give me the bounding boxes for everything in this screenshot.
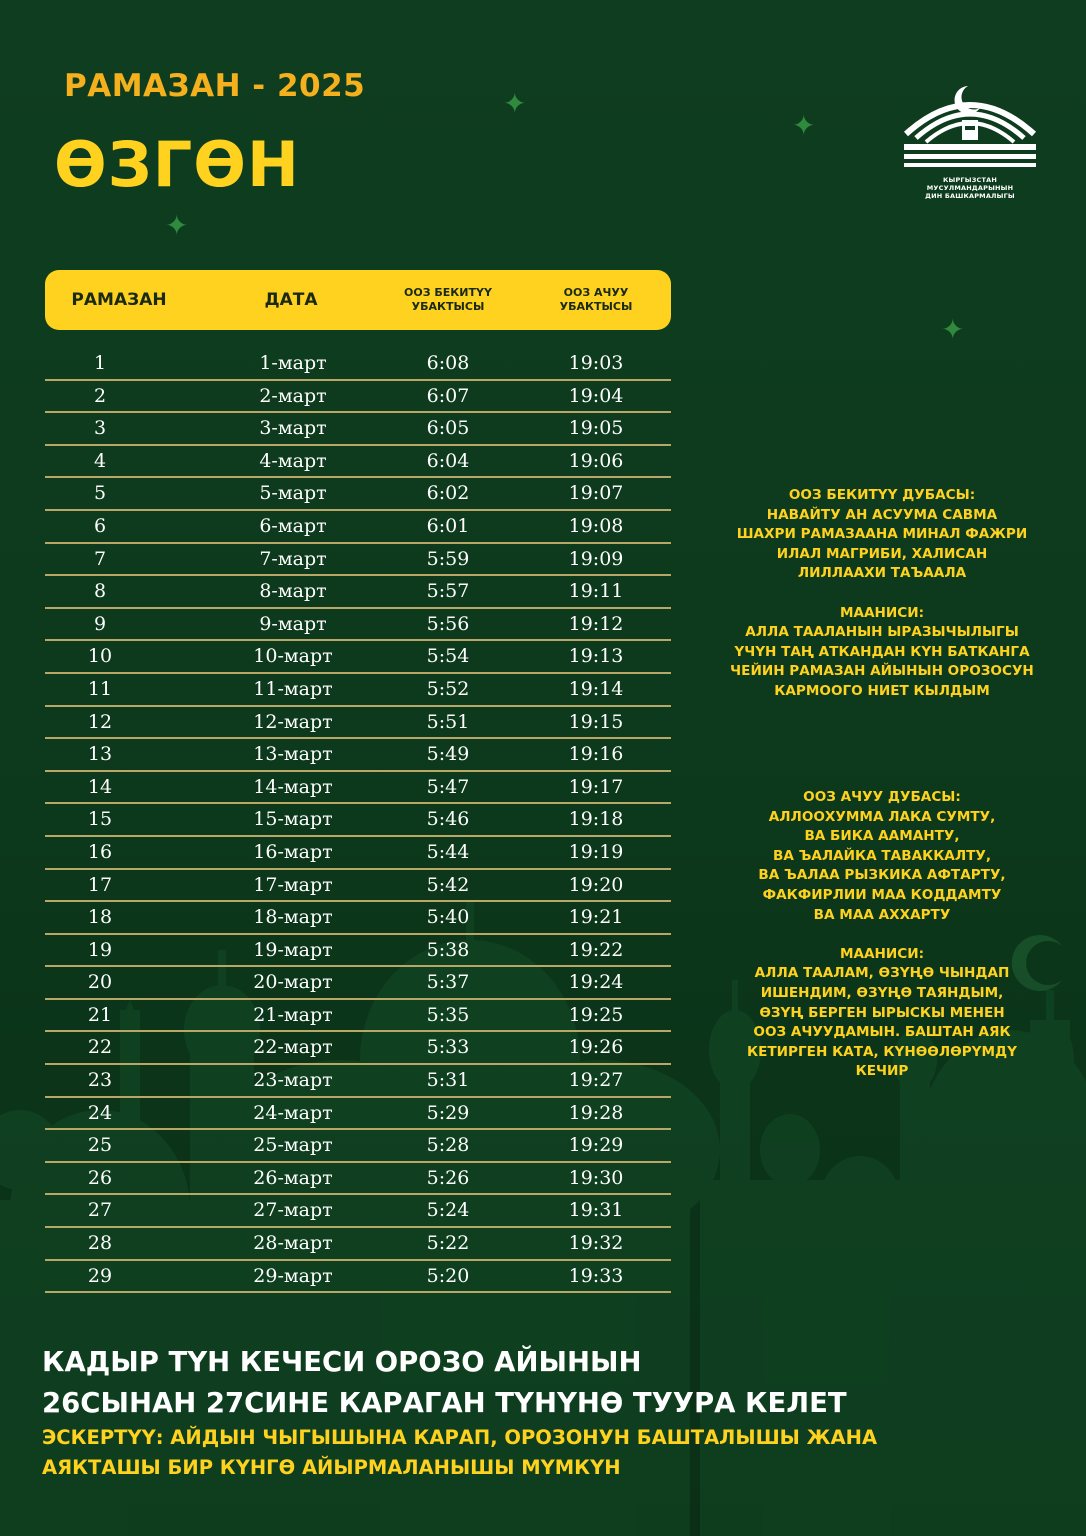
table-row xyxy=(45,641,671,674)
iftar-time-cell: 19:15 xyxy=(568,710,624,733)
suhoor-time-cell: 5:22 xyxy=(426,1232,470,1255)
dua-line: ШАХРИ РАМАЗААНА МИНАЛ ФАЖРИ xyxy=(736,526,1028,543)
dua-line: ИЛАЛ МАГРИБИ, ХАЛИСАН xyxy=(776,545,988,562)
dua-line: КЕТИРГЕН КАТА, КҮНӨӨЛӨРҮМДҮ xyxy=(747,1043,1017,1060)
dua-line: ӨЗҮҢ БЕРГЕН ЫРЫСКЫ МЕНЕН xyxy=(759,1004,1005,1021)
column-header-date: ДАТА xyxy=(264,290,318,310)
iftar-time-cell: 19:12 xyxy=(568,612,624,635)
iftar-dua xyxy=(722,788,1042,1082)
date-cell: 5-март xyxy=(259,482,327,505)
iftar-time-cell: 19:29 xyxy=(568,1134,624,1157)
ramadan-day-cell: 26 xyxy=(87,1166,113,1189)
iftar-time-cell: 19:13 xyxy=(568,645,624,668)
table-row xyxy=(45,967,671,1000)
schedule-table xyxy=(45,348,671,1293)
dua-spacer xyxy=(722,925,1042,945)
iftar-time-cell: 19:07 xyxy=(568,482,624,505)
sparkle-icon: ✦ xyxy=(792,109,816,142)
suhoor-time-cell: 6:02 xyxy=(426,482,470,505)
date-cell: 24-март xyxy=(253,1101,333,1124)
iftar-time-cell: 19:03 xyxy=(568,352,624,374)
column-header-iftar: ООЗ АЧУУ УБАКТЫСЫ xyxy=(559,286,633,313)
dua-line: ВА МАА АХХАРТУ xyxy=(813,906,951,923)
table-row xyxy=(45,1000,671,1033)
ramadan-day-cell: 3 xyxy=(93,417,107,440)
suhoor-time-cell: 5:46 xyxy=(426,808,470,831)
table-row xyxy=(45,707,671,740)
date-cell: 3-март xyxy=(259,417,327,440)
date-cell: 4-март xyxy=(259,449,327,472)
table-row xyxy=(45,348,671,381)
suhoor-time-cell: 5:47 xyxy=(426,775,470,798)
logo-caption: КЫРГЫЗСТАН МУСУЛМАНДАРЫНЫН ДИН БАШКАРМАЛЫГЫ xyxy=(925,176,1015,200)
date-cell: 18-март xyxy=(253,906,333,929)
ramadan-day-cell: 11 xyxy=(87,677,113,700)
ramadan-day-cell: 24 xyxy=(87,1101,113,1124)
dua-line: КАРМООГО НИЕТ КЫЛДЫМ xyxy=(774,682,990,699)
suhoor-time-cell: 5:31 xyxy=(426,1069,470,1092)
date-cell: 6-март xyxy=(259,514,327,537)
suhoor-time-cell: 5:33 xyxy=(426,1036,470,1059)
date-cell: 13-март xyxy=(253,743,333,766)
dua-line: ООЗ АЧУУДАМЫН. БАШТАН АЯК xyxy=(753,1024,1011,1041)
table-row xyxy=(45,478,671,511)
iftar-time-cell: 19:31 xyxy=(568,1199,624,1222)
iftar-time-cell: 19:30 xyxy=(568,1166,624,1189)
sparkle-icon: ✦ xyxy=(503,87,527,120)
date-cell: 15-март xyxy=(253,808,333,831)
suhoor-time-cell: 5:54 xyxy=(426,645,470,668)
ramadan-day-cell: 9 xyxy=(93,612,107,635)
mosque-logo-icon xyxy=(900,84,1040,170)
date-cell: 9-март xyxy=(259,612,327,635)
year-title: РАМАЗАН - 2025 xyxy=(64,68,366,104)
dua-line: КЕЧИР xyxy=(855,1063,909,1080)
sparkle-icon: ✦ xyxy=(165,209,189,242)
table-row xyxy=(45,870,671,903)
table-row xyxy=(45,837,671,870)
table-row xyxy=(45,511,671,544)
table-row xyxy=(45,1163,671,1196)
suhoor-time-cell: 5:42 xyxy=(426,873,470,896)
date-cell: 27-март xyxy=(253,1199,333,1222)
suhoor-time-cell: 5:40 xyxy=(426,906,470,929)
ramadan-day-cell: 7 xyxy=(93,547,107,570)
date-cell: 25-март xyxy=(253,1134,333,1157)
table-row xyxy=(45,446,671,479)
table-header xyxy=(45,270,671,330)
dua-line: ВА ЪАЛАЙКА ТАВАККАЛТУ, xyxy=(772,847,992,864)
ramadan-day-cell: 27 xyxy=(87,1199,113,1222)
dua-line: ЧЕЙИН РАМАЗАН АЙЫНЫН ОРОЗОСУН xyxy=(730,663,1034,680)
suhoor-time-cell: 5:51 xyxy=(426,710,470,733)
suhoor-time-cell: 5:57 xyxy=(426,580,470,603)
date-cell: 20-март xyxy=(253,971,333,994)
iftar-time-cell: 19:21 xyxy=(568,906,624,929)
table-row xyxy=(45,576,671,609)
table-row xyxy=(45,772,671,805)
ramadan-day-cell: 19 xyxy=(87,938,113,961)
ramadan-day-cell: 20 xyxy=(87,971,113,994)
suhoor-time-cell: 5:35 xyxy=(426,1003,470,1026)
table-row xyxy=(45,1098,671,1131)
ramadan-day-cell: 23 xyxy=(87,1069,113,1092)
table-row xyxy=(45,609,671,642)
iftar-time-cell: 19:18 xyxy=(568,808,624,831)
ramadan-day-cell: 29 xyxy=(87,1264,113,1287)
suhoor-time-cell: 5:59 xyxy=(426,547,470,570)
ramadan-day-cell: 18 xyxy=(87,906,113,929)
ramadan-day-cell: 22 xyxy=(87,1036,113,1059)
date-cell: 10-март xyxy=(253,645,333,668)
date-cell: 29-март xyxy=(253,1264,333,1287)
suhoor-time-cell: 5:44 xyxy=(426,840,470,863)
suhoor-time-cell: 6:01 xyxy=(426,514,470,537)
table-row xyxy=(45,674,671,707)
iftar-time-cell: 19:26 xyxy=(568,1036,624,1059)
dua-line: АЛЛООХУММА ЛАКА СУМТУ, xyxy=(768,808,996,825)
column-header-ramadan: РАМАЗАН xyxy=(71,290,167,310)
date-cell: 22-март xyxy=(253,1036,333,1059)
iftar-time-cell: 19:17 xyxy=(568,775,624,798)
iftar-time-cell: 19:20 xyxy=(568,873,624,896)
suhoor-time-cell: 6:04 xyxy=(426,449,470,472)
suhoor-time-cell: 5:38 xyxy=(426,938,470,961)
ramadan-day-cell: 4 xyxy=(93,449,107,472)
date-cell: 16-март xyxy=(253,840,333,863)
iftar-time-cell: 19:25 xyxy=(568,1003,624,1026)
ramadan-day-cell: 8 xyxy=(93,580,107,603)
date-cell: 21-март xyxy=(253,1003,333,1026)
organization-logo xyxy=(900,84,1040,200)
column-header-suhoor: ООЗ БЕКИТҮҮ УБАКТЫСЫ xyxy=(404,286,492,313)
dua-line: АЛЛА ТААЛАНЫН ЫРАЗЫЧЫЛЫГЫ xyxy=(745,624,1019,641)
laylat-al-qadr-note: КАДЫР ТҮН КЕЧЕСИ ОРОЗО АЙЫНЫН 26СЫНАН 27СИНЕ КАРАГАН ТҮНҮНӨ ТУУРА КЕЛЕТ xyxy=(42,1346,847,1419)
table-row xyxy=(45,1032,671,1065)
iftar-time-cell: 19:16 xyxy=(568,743,624,766)
date-cell: 12-март xyxy=(253,710,333,733)
dua-line: АЛЛА ТААЛАМ, ӨЗҮҢӨ ЧЫНДАП xyxy=(754,965,1010,982)
dua-line: МААНИСИ: xyxy=(839,945,925,962)
ramadan-day-cell: 15 xyxy=(87,808,113,831)
table-row xyxy=(45,544,671,577)
iftar-time-cell: 19:11 xyxy=(568,580,624,603)
table-row xyxy=(45,902,671,935)
suhoor-time-cell: 6:07 xyxy=(426,384,470,407)
dua-line: ВА БИКА ААМАНТУ, xyxy=(804,828,960,845)
table-row xyxy=(45,1261,671,1294)
ramadan-day-cell: 5 xyxy=(93,482,107,505)
suhoor-time-cell: 5:20 xyxy=(426,1264,470,1287)
dua-line: ҮЧҮН ТАҢ АТКАНДАН КҮН БАТКАНГА xyxy=(734,643,1030,660)
ramadan-day-cell: 12 xyxy=(87,710,113,733)
ramadan-day-cell: 1 xyxy=(93,352,107,374)
dua-line: ООЗ БЕКИТҮҮ ДУБАСЫ: xyxy=(788,487,976,503)
dua-line: ФАКФИРЛИИ МАА КОДДАМТУ xyxy=(762,886,1002,903)
iftar-time-cell: 19:04 xyxy=(568,384,624,407)
iftar-time-cell: 19:19 xyxy=(568,840,624,863)
table-row xyxy=(45,381,671,414)
date-cell: 28-март xyxy=(253,1232,333,1255)
suhoor-time-cell: 5:37 xyxy=(426,971,470,994)
table-row xyxy=(45,804,671,837)
date-cell: 2-март xyxy=(259,384,327,407)
iftar-time-cell: 19:06 xyxy=(568,449,624,472)
moon-sighting-warning: ЭСКЕРТҮҮ: АЙДЫН ЧЫГЫШЫНА КАРАП, ОРОЗОНУН БАШТАЛЫШЫ ЖАНА АЯКТАШЫ БИР КҮНГӨ АЙЫРМАЛАНЫШЫ МҮМКҮН xyxy=(42,1426,878,1479)
ramadan-day-cell: 13 xyxy=(87,743,113,766)
date-cell: 26-март xyxy=(253,1166,333,1189)
suhoor-dua xyxy=(722,486,1042,702)
date-cell: 1-март xyxy=(259,352,327,374)
ramadan-day-cell: 14 xyxy=(87,775,113,798)
ramadan-day-cell: 21 xyxy=(87,1003,113,1026)
dua-line: НАВАЙТУ АН АСУУМА САВМА xyxy=(766,506,998,523)
iftar-time-cell: 19:09 xyxy=(568,547,624,570)
ramadan-day-cell: 6 xyxy=(93,514,107,537)
table-row xyxy=(45,1130,671,1163)
iftar-time-cell: 19:27 xyxy=(568,1069,624,1092)
ramadan-day-cell: 28 xyxy=(87,1232,113,1255)
date-cell: 23-март xyxy=(253,1069,333,1092)
suhoor-time-cell: 6:05 xyxy=(426,417,470,440)
ramadan-day-cell: 17 xyxy=(87,873,113,896)
sparkle-icon: ✦ xyxy=(941,313,965,346)
suhoor-time-cell: 5:29 xyxy=(426,1101,470,1124)
date-cell: 7-март xyxy=(259,547,327,570)
date-cell: 17-март xyxy=(253,873,333,896)
table-row xyxy=(45,935,671,968)
suhoor-time-cell: 5:49 xyxy=(426,743,470,766)
iftar-time-cell: 19:24 xyxy=(568,971,624,994)
dua-line: МААНИСИ: xyxy=(839,604,925,621)
suhoor-time-cell: 5:52 xyxy=(426,677,470,700)
ramadan-day-cell: 25 xyxy=(87,1134,113,1157)
suhoor-time-cell: 6:08 xyxy=(426,352,470,374)
ramadan-day-cell: 16 xyxy=(87,840,113,863)
suhoor-time-cell: 5:28 xyxy=(426,1134,470,1157)
city-title: ӨЗГӨН xyxy=(54,128,300,201)
date-cell: 19-март xyxy=(253,938,333,961)
dua-line: ЛИЛЛААХИ ТАЪААЛА xyxy=(797,565,967,582)
iftar-time-cell: 19:05 xyxy=(568,417,624,440)
date-cell: 8-март xyxy=(259,580,327,603)
date-cell: 11-март xyxy=(253,677,333,700)
iftar-time-cell: 19:08 xyxy=(568,514,624,537)
ramadan-day-cell: 2 xyxy=(93,384,107,407)
date-cell: 14-март xyxy=(253,775,333,798)
ramadan-day-cell: 10 xyxy=(87,645,113,668)
table-row xyxy=(45,1065,671,1098)
table-row xyxy=(45,739,671,772)
table-row xyxy=(45,1195,671,1228)
iftar-time-cell: 19:22 xyxy=(568,938,624,961)
table-row xyxy=(45,413,671,446)
dua-line: ООЗ АЧУУ ДУБАСЫ: xyxy=(803,789,961,805)
suhoor-time-cell: 5:26 xyxy=(426,1166,470,1189)
dua-spacer xyxy=(722,584,1042,604)
iftar-time-cell: 19:28 xyxy=(568,1101,624,1124)
iftar-time-cell: 19:33 xyxy=(568,1264,624,1287)
dua-line: ИШЕНДИМ, ӨЗҮҢӨ ТАЯНДЫМ, xyxy=(760,984,1004,1001)
table-row xyxy=(45,1228,671,1261)
dua-line: ВА ЪАЛАА РЫЗКИКА АФТАРТУ, xyxy=(758,867,1006,884)
suhoor-time-cell: 5:24 xyxy=(426,1199,470,1222)
iftar-time-cell: 19:14 xyxy=(568,677,624,700)
suhoor-time-cell: 5:56 xyxy=(426,612,470,635)
iftar-time-cell: 19:32 xyxy=(568,1232,624,1255)
